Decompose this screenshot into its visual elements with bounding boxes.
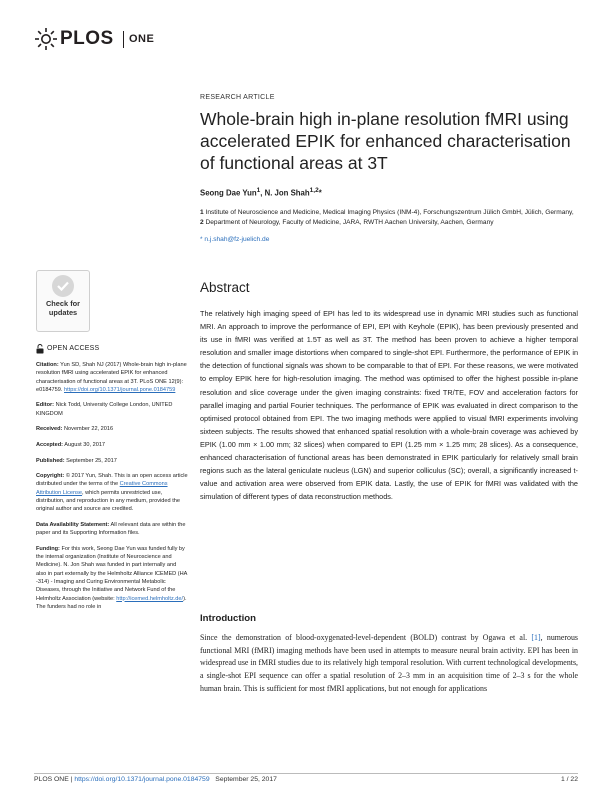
check-for-updates-button[interactable]: [36, 270, 90, 332]
accepted-date: Accepted: August 30, 2017: [36, 441, 106, 448]
journal-name: ONE: [129, 33, 155, 45]
citation: Citation: Yun SD, Shah NJ (2017) Whole-brain high in-plane resolution fMRI using accelerated EPIK for enhanced characterisation of functional areas at 3T. PLoS ONE 12(9): e0184759. https://doi.org/10.1371/journal.pone.0184759: [36, 362, 187, 393]
icemed-link[interactable]: http://icemed.helmholtz.de/: [116, 595, 184, 602]
article-type: RESEARCH ARTICLE: [200, 94, 275, 101]
footer-journal: PLOS ONE: [34, 776, 69, 783]
plos-sunburst-icon: [34, 27, 58, 51]
introduction-body: Since the demonstration of blood-oxygenated-level-dependent (BOLD) contrast by Ogawa et al. [1], numerous functional MRI (fMRI) imaging methods have been used in attempts to measure neural brain activity. EPI has been in widespread use in fMRI studies due to its relatively high temporal resolution. With current technological developments, a single-shot EPI sequence can offer a spatial resolution of 2–3 mm in an acquisition time of 2–3 s for the whole human brain. This is sufficient for most fMRI applications, but not enough for applications: [200, 633, 578, 693]
logo-divider: [123, 31, 124, 48]
author-name: Seong Dae Yun: [200, 188, 257, 198]
author-name: N. Jon Shah: [264, 188, 310, 198]
funding: Funding: For this work, Seong Dae Yun was funded fully by the internal organization (Institute of Neuroscience and Medicine). N. Jon Shah was funded in part internally and also in part externally by the Helmholtz Alliance ICEMED (HA -314) - Imaging and Curing Environmental Metabolic Diseases, through the Initiative and Network Fund of the Helmholtz Association (website: http://icemed.helmholtz.de/). The funders had no role in: [36, 545, 188, 610]
cc-license-link[interactable]: Creative Commons Attribution License: [36, 481, 168, 496]
citation-doi-link[interactable]: https://doi.org/10.1371/journal.pone.0184759: [64, 386, 176, 393]
crossmark-icon: [52, 275, 74, 297]
reference-link[interactable]: [1]: [531, 633, 541, 642]
open-lock-icon: [36, 344, 44, 354]
article-header: [200, 94, 578, 243]
editor: Editor: Nick Todd, University College London, UNITED KINGDOM: [36, 402, 173, 417]
affiliations: 1 Institute of Neuroscience and Medicine, Medical Imaging Physics (INM-4), Forschungszentrum Jülich GmbH, Jülich, Germany, 2 Department of Neurology, Faculty of Medicine, JARA, RWTH Aachen University, Aachen, Germany: [200, 208, 574, 226]
check-updates-label: Check for updates: [45, 299, 81, 317]
article-title: Whole-brain high in-plane resolution fMRI using accelerated EPIK for enhanced characterisation of functional areas at 3T: [200, 109, 571, 173]
footer-doi-link[interactable]: https://doi.org/10.1371/journal.pone.0184759: [74, 776, 210, 783]
plos-wordmark: PLOS: [60, 28, 114, 49]
plos-one-logo: [34, 27, 174, 53]
page-number: 1 / 22: [560, 776, 578, 783]
author-list: Seong Dae Yun$^1$, N. Jon Shah$^{1,2}$*: [200, 187, 322, 198]
abstract-body: The relatively high imaging speed of EPI has led to its widespread use in dynamic MRI studies such as functional MRI. An approach to improve the performance of EPI, EPI with Keyhole (EPIK), has been previously presented and its use in fMRI was verified at 1.5T as well as 3T. The method has been proven to achieve a higher temporal resolution and smaller image distortions when compared to single-shot EPI. Furthermore, the performance of EPIK in the detection of functional signals was shown to be comparable to that of EPI. For these reasons, we were motivated to employ EPIK here for high-resolution imaging. The method was optimised to offer the highest possible in-plane resolution and slice coverage under the given imaging constraints: fixed TR/TE, FOV and acceleration factors for parallel imaging and partial Fourier techniques. The performance of EPIK was evaluated in direct comparison to the optimised protocol obtained from EPI. The two imaging methods were applied to visual fMRI experiments involving sixteen subjects. The results showed that enhanced spatial resolution with a whole-brain coverage was achieved by EPIK (1.00 mm × 1.00 mm; 32 slices) when compared to EPI (1.25 mm × 1.25 mm; 28 slices). As a consequence, enhanced characterisation of functional areas has been demonstrated in EPIK particularly for relatively small brain regions such as the lateral geniculate nucleus (LGN) and superior colliculus (SC); overall, a significantly increased t-value and activation area were observed from EPIK data. Lastly, the use of EPIK for fMRI was validated with the simulation of different types of data reconstruction methods.: [200, 309, 578, 502]
open-access-badge: OPEN ACCESS: [36, 344, 188, 354]
copyright: Copyright: © 2017 Yun, Shah. This is an open access article distributed under the terms of the Creative Commons Attribution License, which permits unrestricted use, distribution, and reproduction in any medium, provided the original author and source are credited.: [36, 473, 188, 513]
data-availability: Data Availability Statement: All relevant data are within the paper and its Supporting Information files.: [36, 521, 186, 537]
page-footer: PLOS ONE | https://doi.org/10.1371/journal.pone.0184759 September 25, 2017: [34, 776, 277, 783]
received-date: Received: November 22, 2016: [36, 426, 114, 433]
introduction-heading: Introduction: [200, 613, 256, 624]
article-metadata-sidebar: [36, 344, 188, 619]
abstract-heading: Abstract: [200, 280, 250, 295]
published-date: Published: September 25, 2017: [36, 457, 117, 464]
footer-divider: [34, 773, 578, 774]
footer-date: September 25, 2017: [215, 776, 277, 783]
corresponding-email-link[interactable]: * n.j.shah@fz-juelich.de: [200, 235, 270, 243]
